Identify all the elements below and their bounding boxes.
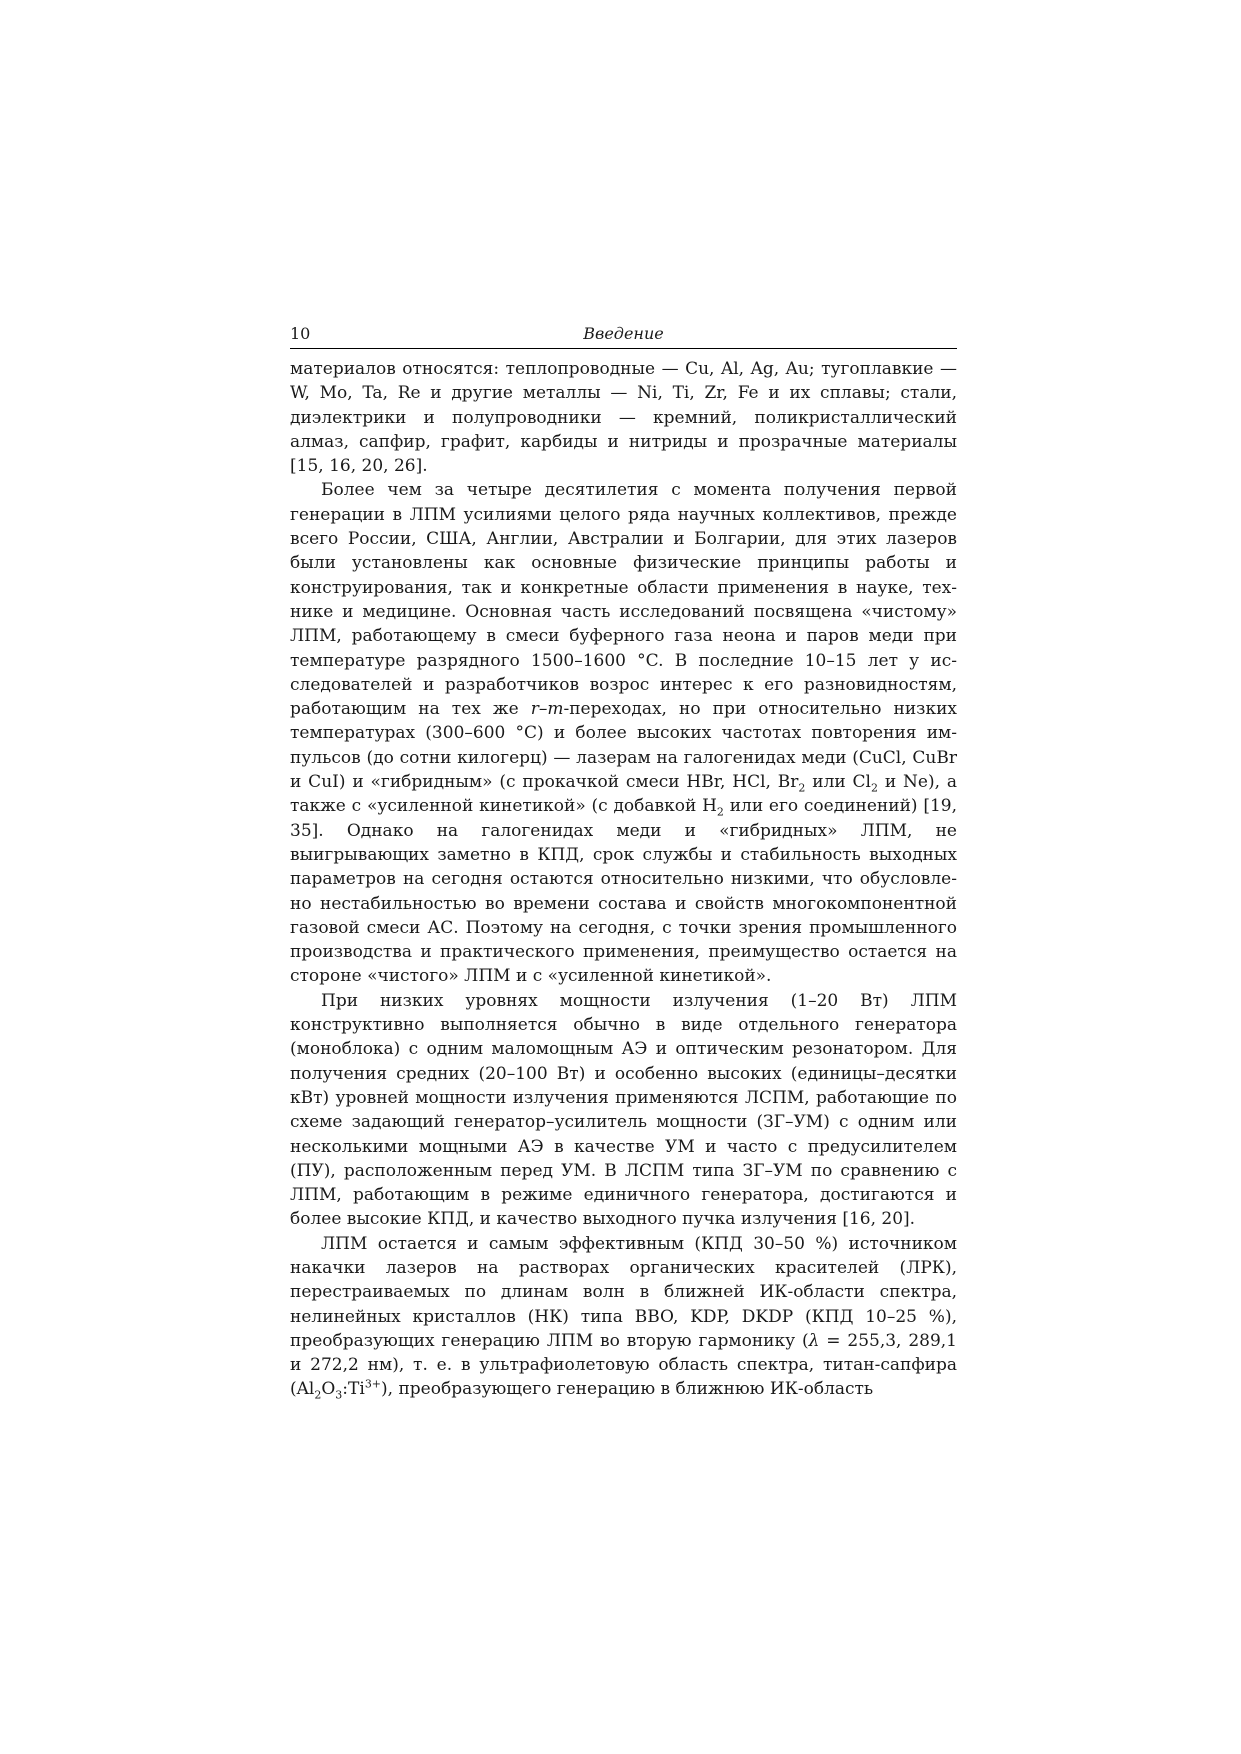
page [290, 320, 957, 1402]
section-title: Введение [583, 324, 664, 343]
lambda-symbol: λ [808, 1330, 820, 1351]
paragraph-laser-history: Более чем за четыре десятилетия с момента получения первой генерации в ЛПМ усилиями целого ряда научных коллективов, прежде всего России, США, Англии, Австралии и Болгарии, для этих лазеров были установлены как основные физические принципы работы и конструирования, так и конкретные области применения в науке, технике и медицине. Основная часть исследований посвящена «чистому» ЛПМ, работающему в смеси буферного газа неона и паров меди при температуре разрядного 1500–1600 °C. В последние 10–15 лет у исследователей и разработчиков возрос интерес к его разновидностям, работающим на тех же r–m-переходах, но при относительно низких температурах (300–600 °C) и более высоких частотах повторения импульсов (до сотни килогерц) — лазерам на галогенидах меди (CuCl, CuBr и CuI) и «гибридным» (с прокачкой смеси HBr, HCl, $Br_2$ или $Cl_2$ и Ne), а также с «усиленной кинетикой» (с добавкой $H_2$ или его соединений) [19, 35]. Однако на галогенидах меди и «гибридных» ЛПМ, не выигрывающих заметно в КПД, срок службы и стабильность выходных параметров на сегодня остаются относительно низкими, что обусловлено нестабильностью во времени состава и свойств многокомпонентной газовой смеси АС. Поэтому на сегодня, с точки зрения промышленного производства и практического применения, преимущество остается на стороне «чистого» ЛПМ и с «усиленной кинетикой». [290, 480, 957, 987]
paragraph-power-levels: При низких уровнях мощности излучения (1–20 Вт) ЛПМ конструктивно выполняется обычно в виде отдельного генератора (моноблока) с одним маломощным АЭ и оптическим резонатором. Для получения средних (20–100 Вт) и особенно высоких (единицы–десятки кВт) уровней мощности излучения применяются ЛСПМ, работающие по схеме задающий генератор–усилитель мощности (ЗГ–УМ) с одним или несколькими мощными АЭ в качестве УМ и часто с предусилителем (ПУ), расположенным перед УМ. В ЛСПМ типа ЗГ–УМ по сравнению с ЛПМ, работающим в режиме единичного генератора, достигаются и более высокие КПД, и качество выходного пучка излучения [16, 20]. [290, 990, 957, 1230]
body-text [290, 357, 957, 1402]
paragraph-continuation: материалов относятся: теплопроводные — Cu, Al, Ag, Au; тугоплавкие — W, Mo, Ta, Re и другие металлы — Ni, Ti, Zr, Fe и их сплавы; стали, диэлектрики и полупроводники — кремний, поликристаллический алмаз, сапфир, графит, карбиды и нитриды и прозрачные материалы [15, 16, 20, 26]. [290, 359, 957, 477]
transition-formula: r–m [530, 699, 564, 720]
page-number: 10 [290, 324, 311, 343]
running-header [290, 320, 957, 349]
paragraph-pumping-source: ЛПМ остается и самым эффективным (КПД 30–50 %) источником накачки лазеров на растворах органических красителей (ЛРК), перестраиваемых по длинам волн в ближней ИК-области спектра, нелинейных кристаллов (НК) типа BBO, KDP, DKDP (КПД 10–25 %), преобразующих генерацию ЛПМ во вторую гармонику (λ = 255,3, 289,1 и 272,2 нм), т. е. в ультрафиолетовую область спектра, титан-сапфира $(Al_2O_3:Ti^{3+})$, преобразующего генерацию в ближнюю ИК-область [290, 1233, 957, 1402]
